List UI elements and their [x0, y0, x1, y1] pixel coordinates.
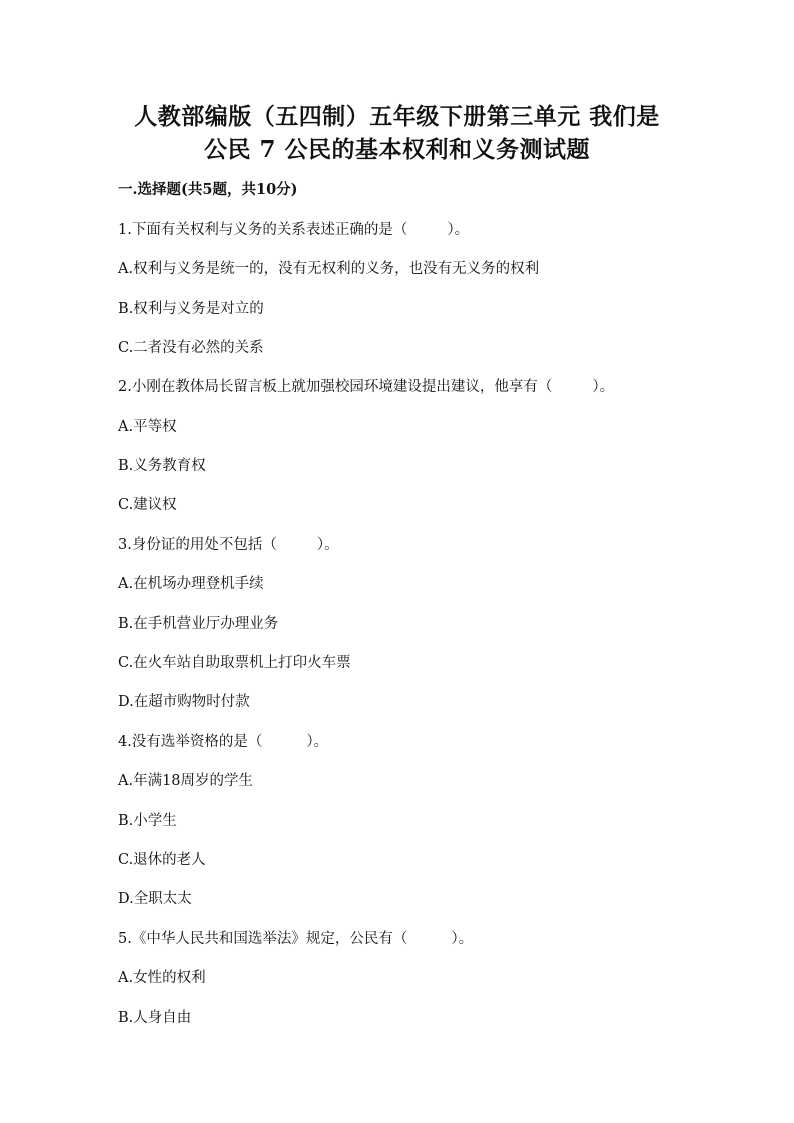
option: C.退休的老人 — [118, 852, 206, 868]
option: B.义务教育权 — [118, 458, 206, 474]
question-1-stem: 1.下面有关权利与义务的关系表述正确的是（ — [118, 222, 408, 238]
option: A.平等权 — [118, 419, 177, 435]
section-heading: 一.选择题(共5题，共10分) — [118, 181, 298, 198]
option: C.建议权 — [118, 497, 177, 513]
question-4-stem: 4.没有选举资格的是（ — [118, 734, 263, 750]
option: B.人身自由 — [118, 1010, 192, 1026]
option: C.在火车站自助取票机上打印火车票 — [118, 655, 351, 671]
option: A.权利与义务是统一的，没有无权利的义务，也没有无义务的权利 — [118, 261, 540, 277]
question-5-stem-end: ）。 — [451, 931, 474, 947]
question-3-stem-end: ）。 — [316, 537, 339, 553]
question-1-stem-end: ）。 — [447, 222, 470, 238]
option: B.小学生 — [118, 813, 177, 829]
option: B.在手机营业厅办理业务 — [118, 616, 279, 632]
question-2-stem-end: ）。 — [592, 379, 615, 395]
question-5 — [118, 927, 473, 948]
option: A.女性的权利 — [118, 970, 206, 986]
question-2-stem: 2.小刚在教体局长留言板上就加强校园环境建设提出建议，他享有（ — [118, 379, 553, 395]
option: B.权利与义务是对立的 — [118, 301, 264, 317]
question-4 — [118, 730, 328, 751]
question-5-stem: 5.《中华人民共和国选举法》规定，公民有（ — [118, 931, 408, 947]
question-4-stem-end: ）。 — [306, 734, 329, 750]
option: A.年满18周岁的学生 — [118, 773, 254, 789]
option: D.全职太太 — [118, 891, 192, 907]
document-title-line-1: 人教部编版（五四制）五年级下册第三单元 我们是 — [134, 103, 660, 130]
question-3-stem: 3.身份证的用处不包括（ — [118, 537, 277, 553]
question-1 — [118, 218, 469, 239]
option: A.在机场办理登机手续 — [118, 576, 264, 592]
option: C.二者没有必然的关系 — [118, 340, 264, 356]
document-title-line-2: 公民 7 公民的基本权利和义务测试题 — [203, 136, 591, 163]
question-2 — [118, 375, 614, 396]
option: D.在超市购物时付款 — [118, 694, 250, 710]
question-3 — [118, 533, 339, 554]
